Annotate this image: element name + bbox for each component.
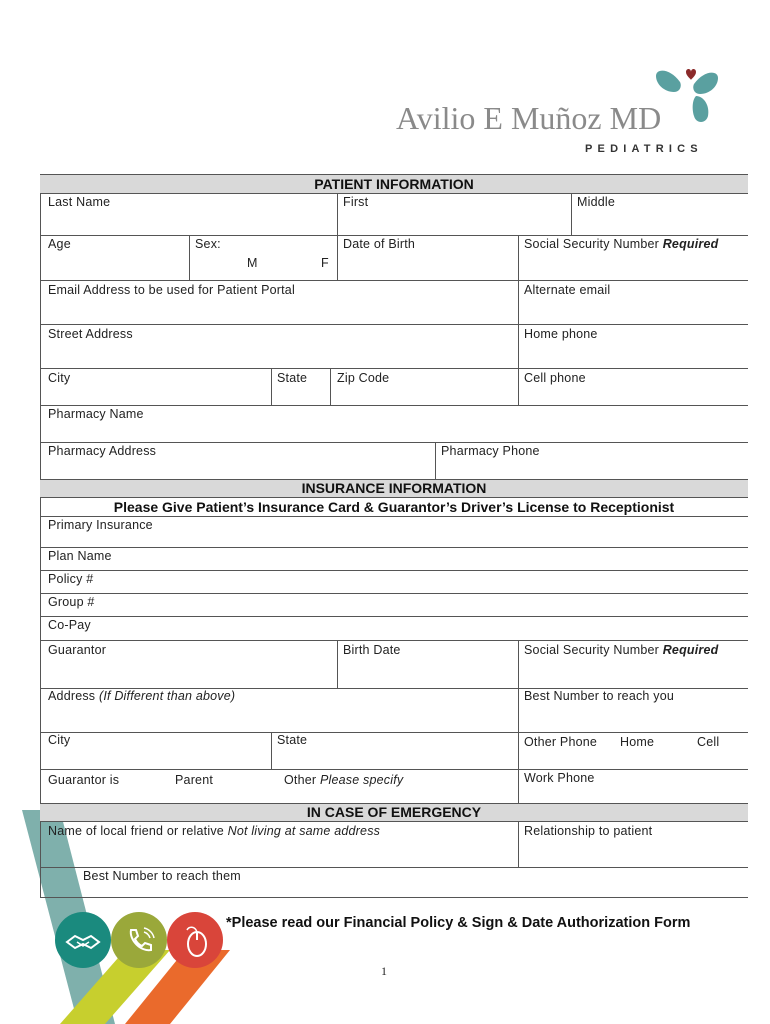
other-phone-home-option[interactable]: Home — [620, 735, 655, 749]
copay-label: Co-Pay — [48, 618, 91, 632]
butterfly-logo-icon — [652, 66, 722, 128]
guarantor-address-label: Address (If Different than above) — [48, 689, 236, 703]
emergency-section-title: IN CASE OF EMERGENCY — [306, 804, 482, 820]
birth-date-label: Birth Date — [343, 643, 401, 657]
specialty-label: PEDIATRICS — [585, 143, 703, 155]
emergency-best-number-label: Best Number to reach them — [83, 869, 241, 883]
dob-label: Date of Birth — [343, 237, 416, 251]
cell-phone-label: Cell phone — [524, 371, 586, 385]
primary-insurance-label: Primary Insurance — [48, 518, 153, 532]
guarantor-is-label: Guarantor is — [48, 773, 120, 787]
street-label: Street Address — [48, 327, 133, 341]
email-label: Email Address to be used for Patient Portal — [48, 283, 295, 297]
emergency-name-note: Not living at same address — [227, 824, 381, 838]
guarantor-ssn-label: Social Security Number Required — [524, 643, 719, 657]
sex-m-option[interactable]: M — [247, 256, 258, 270]
other-phone-cell-option[interactable]: Cell — [697, 735, 720, 749]
emergency-name-label: Name of local friend or relative Not living at same address — [48, 824, 381, 838]
zip-label: Zip Code — [337, 371, 390, 385]
middle-name-label: Middle — [577, 195, 616, 209]
age-label: Age — [48, 237, 71, 251]
phone-icon — [111, 912, 167, 968]
practice-name: Avilio E Muñoz MD — [396, 100, 662, 136]
page-number: 1 — [381, 964, 387, 978]
address-note: (If Different than above) — [98, 689, 236, 703]
sex-f-option[interactable]: F — [321, 256, 329, 270]
city-label: City — [48, 371, 71, 385]
financial-policy-note: *Please read our Financial Policy & Sign & Date Authorization Form — [226, 915, 691, 931]
relationship-label: Relationship to patient — [524, 824, 653, 838]
other-phone-label: Other Phone — [524, 735, 598, 749]
guarantor-state-label: State — [277, 733, 308, 747]
mouse-icon — [167, 912, 223, 968]
state-label: State — [277, 371, 308, 385]
insurance-subtitle: Please Give Patient’s Insurance Card & Guarantor’s Driver’s License to Receptionist — [113, 499, 675, 515]
insurance-section-title: INSURANCE INFORMATION — [301, 480, 487, 496]
guarantor-ssn-required: Required — [662, 643, 719, 657]
pharmacy-phone-label: Pharmacy Phone — [441, 444, 540, 458]
guarantor-city-label: City — [48, 733, 71, 747]
form-left-border — [40, 174, 41, 898]
patient-form — [40, 174, 748, 898]
plan-name-label: Plan Name — [48, 549, 112, 563]
handshake-icon — [55, 912, 111, 968]
pharmacy-name-label: Pharmacy Name — [48, 407, 144, 421]
ssn-label: Social Security Number Required — [524, 237, 719, 251]
work-phone-label: Work Phone — [524, 771, 595, 785]
group-label: Group # — [48, 595, 95, 609]
best-number-label: Best Number to reach you — [524, 689, 675, 703]
sex-label: Sex: — [195, 237, 221, 251]
patient-section-title: PATIENT INFORMATION — [314, 176, 474, 192]
other-specify-note: Please specify — [319, 773, 404, 787]
home-phone-label: Home phone — [524, 327, 598, 341]
guarantor-other-option[interactable]: Other Please specify — [284, 773, 404, 787]
alt-email-label: Alternate email — [524, 283, 611, 297]
last-name-label: Last Name — [48, 195, 111, 209]
guarantor-label: Guarantor — [48, 643, 107, 657]
first-name-label: First — [343, 195, 369, 209]
policy-label: Policy # — [48, 572, 94, 586]
pharmacy-address-label: Pharmacy Address — [48, 444, 157, 458]
guarantor-parent-option[interactable]: Parent — [175, 773, 214, 787]
ssn-required: Required — [662, 237, 719, 251]
